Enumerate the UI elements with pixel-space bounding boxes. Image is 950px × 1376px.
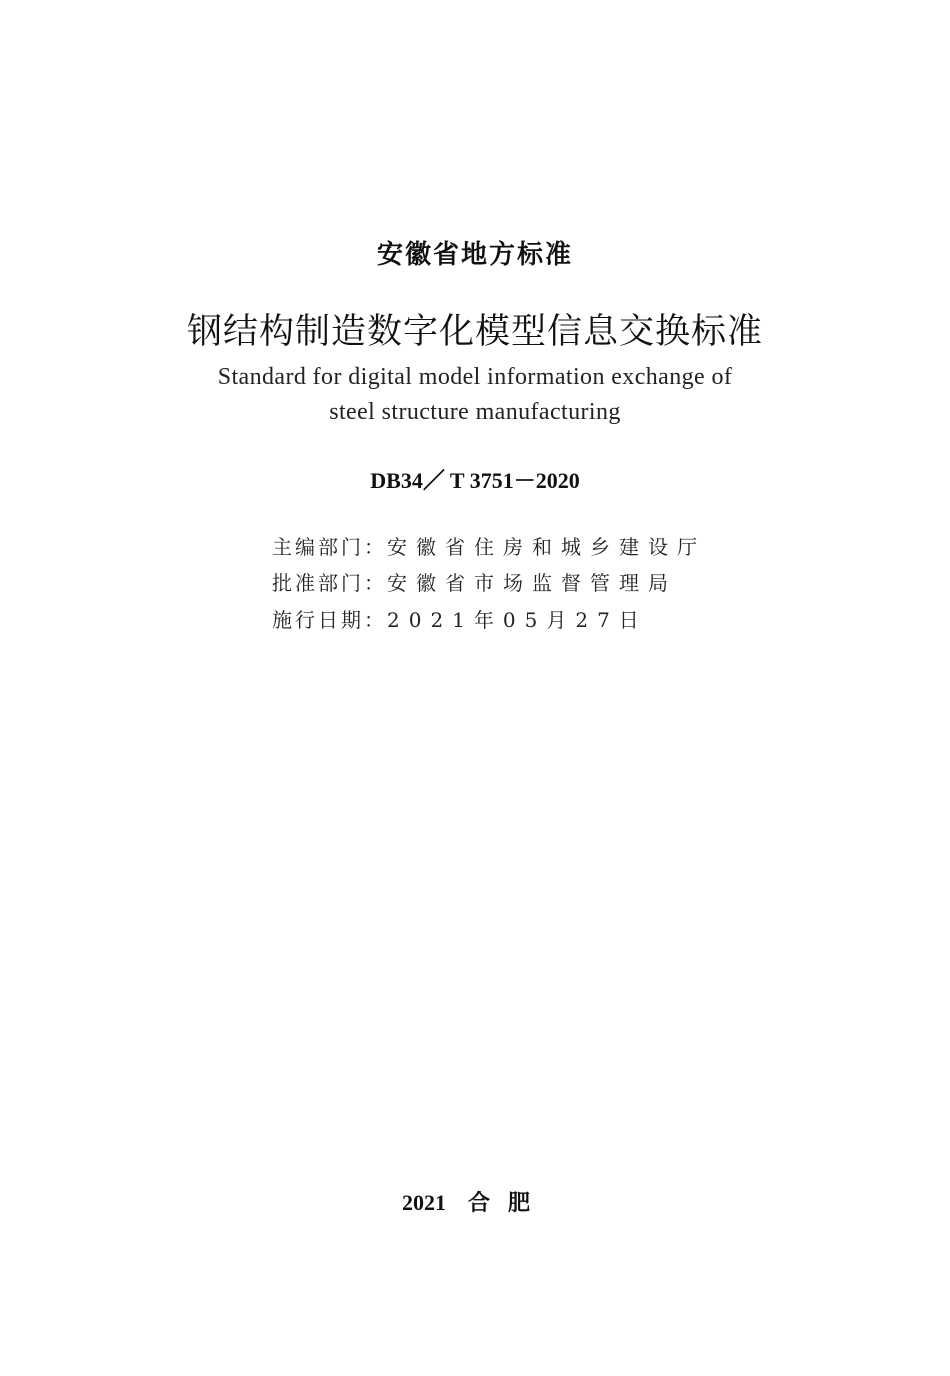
standard-code: DB34／ T 3751－2020 xyxy=(370,468,580,493)
document-title-english-line-2: steel structure manufacturing xyxy=(329,399,621,425)
info-label: 施行日期： xyxy=(272,608,387,632)
info-label: 主编部门： xyxy=(272,535,387,559)
info-row-effective-date xyxy=(272,604,648,633)
info-row-editing-department xyxy=(272,531,706,560)
info-label: 批准部门： xyxy=(272,571,387,595)
publication-year: 2021 xyxy=(401,1190,446,1215)
info-value: 2021年05月27日 xyxy=(387,608,648,632)
info-row-approving-department xyxy=(272,567,677,596)
document-title-english-line-1: Standard for digital model information exchange of xyxy=(217,364,733,390)
info-value: 安徽省住房和城乡建设厅 xyxy=(387,535,706,559)
document-title-chinese: 钢结构制造数字化模型信息交换标准 xyxy=(186,312,763,352)
publication-footer xyxy=(0,1186,950,1217)
info-value: 安徽省市场监督管理局 xyxy=(387,571,677,595)
publication-city: 合肥 xyxy=(467,1190,548,1216)
standard-series-heading: 安徽省地方标准 xyxy=(376,240,573,270)
